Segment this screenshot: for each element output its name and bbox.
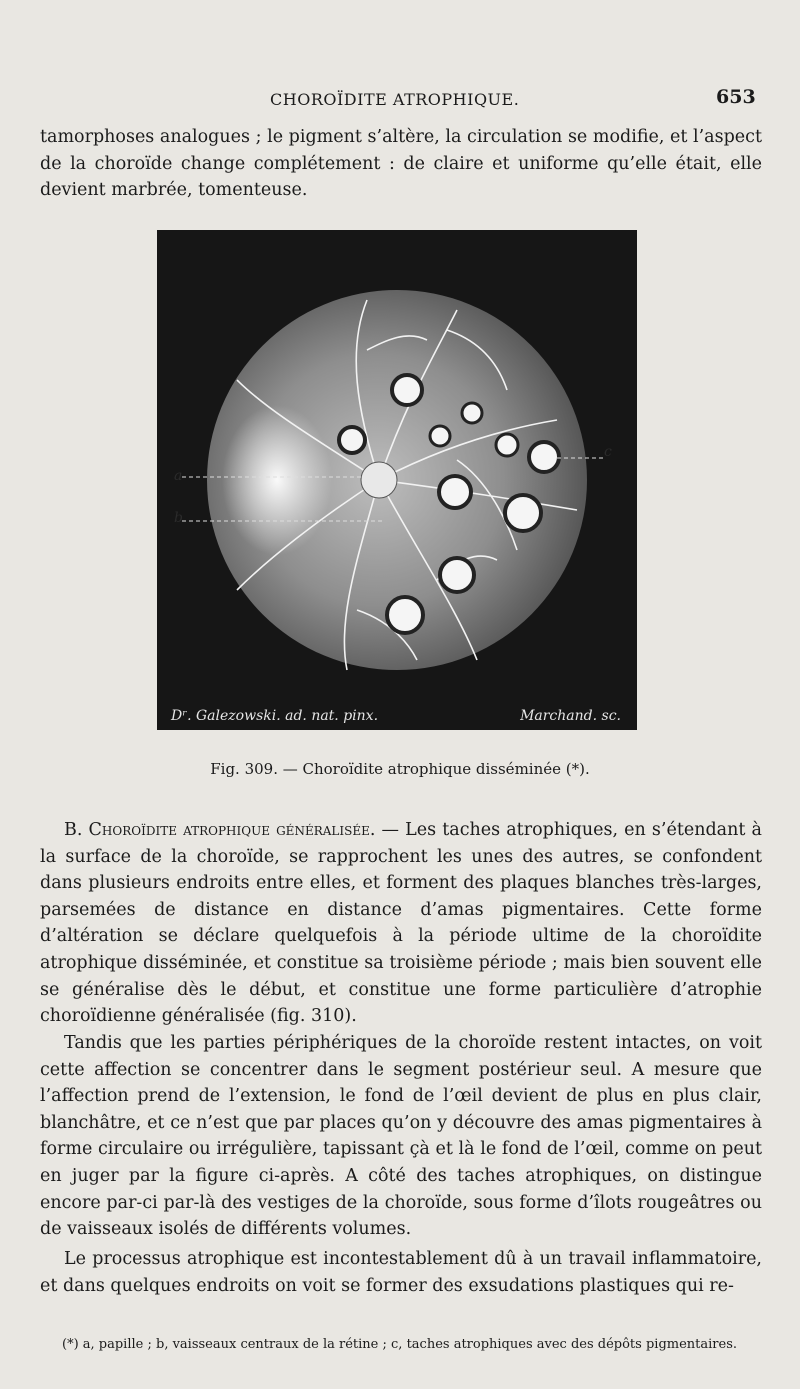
pale-region	[222, 405, 332, 555]
figure-label-b: b	[174, 510, 183, 526]
section-b-paragraph	[40, 817, 762, 1030]
paragraph-3: Le processus atrophique est incontestablement dû à un travail inflammatoire, et dans quelques endroits on voit se former des exsudations plastiques qui re-	[40, 1249, 762, 1296]
credit-drawer: Dʳ. Galezowski. ad. nat. pinx.	[171, 708, 379, 724]
page-number: 653	[716, 86, 756, 108]
credit-engraver: Marchand. sc.	[520, 708, 621, 724]
figure-label-a: a	[174, 468, 183, 484]
figure-309-engraving	[157, 230, 637, 730]
footnote: (*) a, papille ; b, vaisseaux centraux de la rétine ; c, taches atrophiques avec des dépôts pigmentaires.	[62, 1337, 737, 1352]
running-header: CHOROÏDITE ATROPHIQUE.	[270, 90, 520, 109]
section-b-text: — Les taches atrophiques, en s’étendant à la surface de la choroïde, se rapprochent les unes des autres, se confondent dans plusieurs endroits entre elles, et forment des plaques blanches très-larges, parsemées de distance en distance d’amas pigmentaires. Cette forme d’altération se déclare quelquefois à la période ultime de la choroïdite atrophique disséminée, et constitue sa troisième période ; mais bien souvent elle se généralise dès le début, et constitue une forme particulière d’atrophie choroïdienne généralisée (fig. 310).	[40, 820, 762, 1027]
figure-label-c: c	[604, 444, 612, 460]
paragraph-2: Tandis que les parties périphériques de la choroïde restent intactes, on voit cette affection se concentrer dans le segment postérieur seul. A mesure que l’affection prend de l’extension, le fond de l’œil devient de plus en plus clair, blanchâtre, et ce n’est que par places qu’on y découvre des amas pigmentaires à forme circulaire ou irrégulière, tapissant çà et là le fond de l’œil, comme on peut en juger par la figure ci-après. A côté des taches atrophiques, on distingue encore par-ci par-là des vestiges de la choroïde, sous forme d’îlots rougeâtres ou de vaisseaux isolés de différents volumes.	[40, 1033, 762, 1240]
section-b-heading: B. Choroïdite atrophique généralisée.	[64, 820, 376, 840]
optic-papilla	[361, 462, 397, 498]
figure-caption: Fig. 309. — Choroïdite atrophique disséminée (*).	[210, 760, 590, 778]
fundus-illustration	[157, 230, 637, 730]
paragraph-intro: tamorphoses analogues ; le pigment s’altère, la circulation se modifie, et l’aspect de la choroïde change complétement : de claire et uniforme qu’elle était, elle devient marbrée, tomenteuse.	[40, 127, 762, 201]
